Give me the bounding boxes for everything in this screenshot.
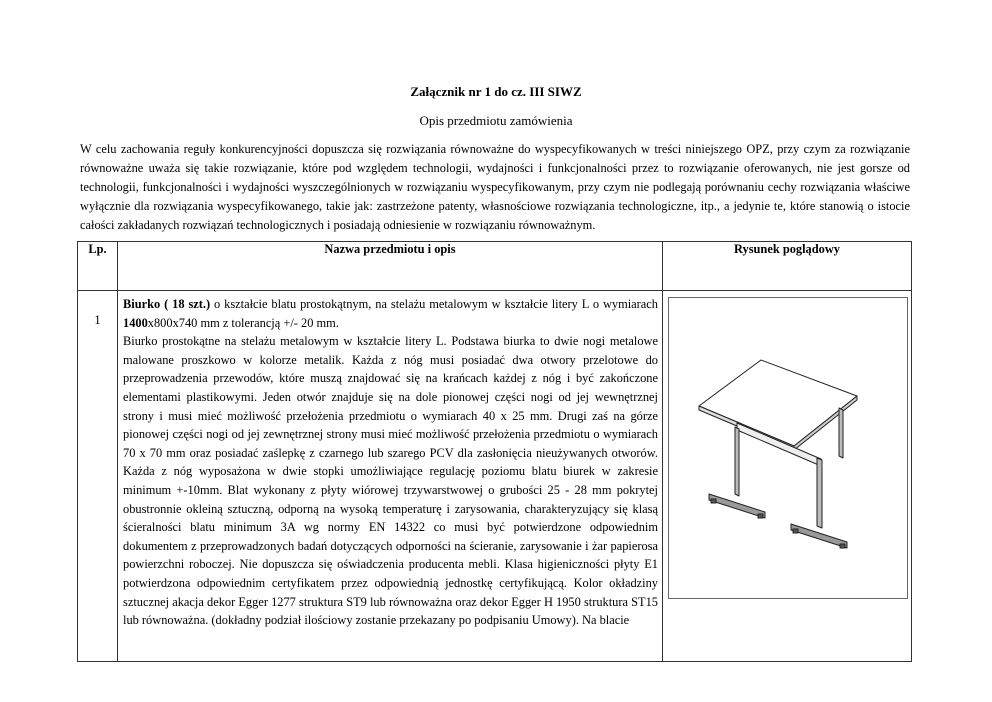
document-title: Załącznik nr 1 do cz. III SIWZ: [410, 84, 582, 99]
header-figure: Rysunek poglądowy: [663, 242, 912, 291]
row-lp-cell: [78, 291, 118, 662]
table-header-row: [78, 242, 912, 291]
item-dimension-rest: x800x740 mm z tolerancją +/- 20 mm.: [147, 315, 339, 330]
intro-paragraph: W celu zachowania reguły konkurencyjności dopuszcza się rozwiązania równoważne do wyspecyfikowanych w treści niniejszego OPZ, przy czym za rozwiązanie równoważne uważa się takie rozwiązanie, które pod względem technologii, wydajności i funkcjonalności przez to rozwiązanie oferowanych, nie jest gorsze od technologii, funkcjonalności i wydajności wyszczególnionych w rozwiązaniu wyspecyfikowanym, przy czym nie podlegają porównaniu cechy rozwiązania właściwe wyłącznie dla rozwiązania wyspecyfikowanego, takie jak: zastrzeżone patenty, własnościowe rozwiązania technologiczne, itp., a jedynie te, które stanowią o istocie całości zakładanych rozwiązań technologicznych i posiadają odniesienie w rozwiązaniu równoważnym.: [80, 142, 910, 232]
figure-frame: [668, 297, 908, 599]
row-description-cell: [118, 291, 663, 662]
specification-table: [77, 241, 912, 662]
item-description: [118, 291, 662, 630]
document-subtitle: Opis przedmiotu zamówienia: [419, 113, 573, 128]
item-dimension-width: 1400: [123, 315, 148, 330]
table-row: [78, 291, 912, 662]
row-lp: 1: [94, 313, 101, 327]
row-figure-cell: [663, 291, 912, 662]
item-name: Biurko ( 18 szt.): [123, 297, 211, 311]
item-details: Biurko prostokątne na stelażu metalowym w kształcie litery L. Podstawa biurka to dwie nogi metalowe malowane proszkowo w kolorze metalik. Każda z nóg musi posiadać dwa otwory przelotowe do przeprowadzenia przewodów, które muszą znajdować się na krańcach każdej z nóg i być zakończone elementami plastikowymi. Jeden otwór znajduje się na dole pionowej części nogi od jej wewnętrznej strony i musi mieć możliwość przełożenia przedmiotu o wymiarach 40 x 25 mm. Drugi zaś na górze pionowej części nogi od jej zewnętrznej strony musi mieć możliwość przełożenia przedmiotu o wymiarach 70 x 70 mm oraz posiadać zaślepkę z czarnego lub szarego PCV dla zasłonięcia nieużywanych otworów. Każda z nóg wyposażona w dwie stopki umożliwiające regulację poziomu blatu biurek w zakresie minimum +-10mm. Blat wykonany z płyty wiórowej trzywarstwowej o grubości 25 - 28 mm pokrytej obustronnie okleiną sztuczną, odporną na wysoką temperaturę i zarysowania, charakteryzujący się klasą ścieralności blatu minimum 3A wg normy EN 14322 co musi być potwierdzone odpowiednim dokumentem z przeprowadzonych badań dotyczących odporności na ścieranie, zarysowanie i żar papierosa powierzchni roboczej. Nie dopuszcza się oświadczenia producenta mebli. Klasa higieniczności płyty E1 potwierdzona odpowiednim certyfikatem przez odpowiednią jednostkę certyfikującą. Kolor okładziny sztucznej akacja dekor Egger 1277 struktura ST9 lub równoważna oraz dekor Egger H 1950 struktura ST15 lub równoważna. (dokładny podział ilościowy zostanie przekazany po podpisaniu Umowy). Na blacie: [123, 334, 658, 628]
item-summary: o kształcie blatu prostokątnym, na stelażu metalowym w kształcie litery L o wymiarach: [210, 297, 658, 311]
header-name: Nazwa przedmiotu i opis: [118, 242, 663, 291]
desk-drawing-icon: [669, 298, 907, 598]
header-lp: Lp.: [78, 242, 118, 291]
